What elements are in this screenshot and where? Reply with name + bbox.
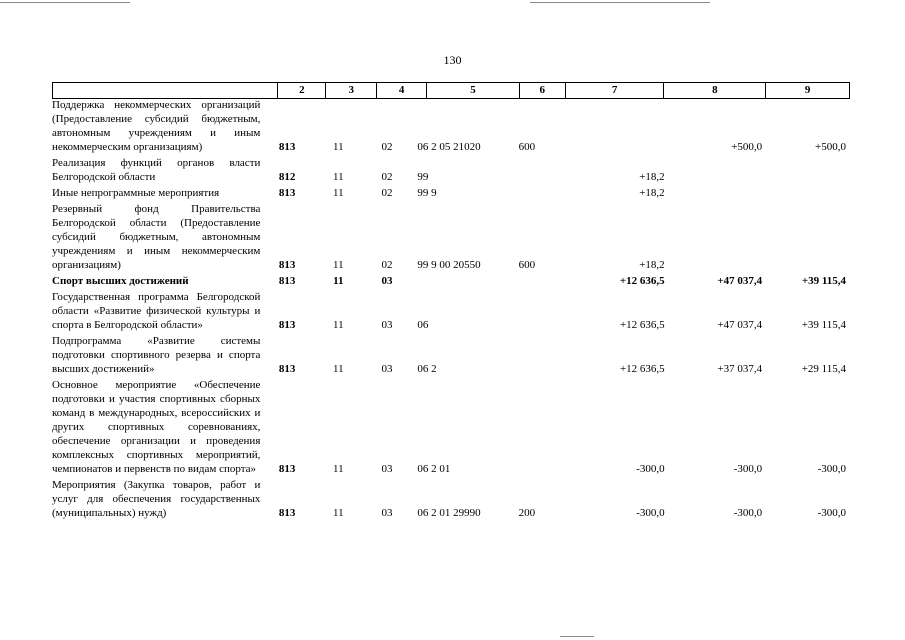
- row-value-cell-7: -300,0: [636, 507, 665, 519]
- row-value-cell-3: 11: [333, 259, 344, 271]
- row-value-cell-6: 200: [518, 507, 536, 519]
- header-cell-5: 5: [426, 83, 519, 98]
- row-value-cell-8: +37 037,4: [717, 363, 763, 375]
- row-value-cell-9: -300,0: [817, 463, 846, 475]
- row-value-cell-7: -300,0: [636, 463, 665, 475]
- page-number: 130: [443, 53, 462, 67]
- row-value-cell-8: -300,0: [733, 463, 763, 475]
- row-value-cell-7: +18,2: [639, 259, 665, 271]
- row-value-cell-5: 99 9 00 20550: [417, 259, 481, 271]
- row-name-cell: Поддержка некоммерческих организаций (Предоставление субсидий бюджетным, автономным учреждениям и иным некоммерческим организациям): [52, 99, 261, 153]
- table-row: [52, 378, 850, 476]
- row-value-cell-3: 11: [333, 319, 344, 331]
- row-value-cell-3: 11: [333, 363, 344, 375]
- row-value-cell-5: 06 2 01: [417, 463, 451, 475]
- row-name-cell: Реализация функций органов власти Белгородской области: [52, 157, 261, 183]
- table-row: [52, 334, 850, 376]
- row-value-cell-6: 600: [518, 141, 536, 153]
- row-value-cell-9: +29 115,4: [801, 363, 846, 375]
- header-cell-8: 8: [663, 83, 765, 98]
- row-value-cell-7: +18,2: [639, 187, 665, 199]
- row-value-cell-3: 11: [333, 275, 344, 287]
- row-value-cell-4: 02: [381, 187, 393, 199]
- row-name-cell: Иные непрограммные мероприятия: [52, 187, 220, 199]
- row-value-cell-9: -300,0: [817, 507, 846, 519]
- row-value-cell-2: 813: [278, 275, 296, 287]
- scan-artifact-line: [0, 2, 130, 3]
- table-row: [52, 202, 850, 272]
- row-value-cell-4: 02: [381, 171, 393, 183]
- row-value-cell-9: +39 115,4: [801, 275, 846, 287]
- header-cell-9: 9: [765, 83, 849, 98]
- row-value-cell-8: +47 037,4: [717, 275, 763, 287]
- table-body: [52, 98, 850, 522]
- row-value-cell-7: +12 636,5: [619, 319, 665, 331]
- row-name-cell: Подпрограмма «Развитие системы подготовки спортивного резерва и спорта высших достижений»: [52, 335, 261, 375]
- row-value-cell-5: 99 9: [417, 187, 437, 199]
- row-value-cell-5: 06 2 01 29990: [417, 507, 481, 519]
- row-name-cell: Основное мероприятие «Обеспечение подготовки и участия спортивных сборных команд в международных, всероссийских и других спортивных соревнованиях, обеспечение организации и проведения комплексных спортивных мероприятий, чемпионатов и первенств по видам спорта»: [52, 379, 261, 475]
- header-cell-1: [53, 83, 277, 98]
- header-cell-4: 4: [376, 83, 426, 98]
- row-value-cell-9: +39 115,4: [801, 319, 846, 331]
- row-value-cell-4: 02: [381, 141, 393, 153]
- row-value-cell-2: 813: [278, 319, 296, 331]
- row-value-cell-2: 813: [278, 507, 296, 519]
- row-value-cell-7: +18,2: [639, 171, 665, 183]
- row-value-cell-2: 813: [278, 463, 296, 475]
- row-value-cell-4: 02: [381, 259, 393, 271]
- row-value-cell-3: 11: [333, 171, 344, 183]
- row-value-cell-3: 11: [333, 463, 344, 475]
- row-name-cell: Резервный фонд Правительства Белгородской области (Предоставление субсидий бюджетным, автономным учреждениям и иным некоммерческим организациям): [52, 203, 261, 271]
- row-value-cell-4: 03: [381, 363, 393, 375]
- row-value-cell-5: 06: [417, 319, 429, 331]
- row-value-cell-7: +12 636,5: [619, 275, 665, 287]
- row-value-cell-6: 600: [518, 259, 536, 271]
- row-value-cell-5: 06 2 05 21020: [417, 141, 481, 153]
- row-value-cell-4: 03: [381, 275, 393, 287]
- row-value-cell-2: 812: [278, 171, 296, 183]
- row-value-cell-2: 813: [278, 259, 296, 271]
- row-name-cell: Государственная программа Белгородской области «Развитие физической культуры и спорта в Белгородской области»: [52, 291, 261, 331]
- table-row: [52, 186, 850, 200]
- table-row: [52, 98, 850, 154]
- row-value-cell-8: +500,0: [731, 141, 763, 153]
- table-row: [52, 290, 850, 332]
- row-value-cell-3: 11: [333, 187, 344, 199]
- row-value-cell-8: +47 037,4: [717, 319, 763, 331]
- row-value-cell-7: +12 636,5: [619, 363, 665, 375]
- row-name-cell: Спорт высших достижений: [52, 275, 189, 287]
- header-cell-6: 6: [519, 83, 565, 98]
- table-row: [52, 274, 850, 288]
- row-value-cell-5: 99: [417, 171, 429, 183]
- row-value-cell-4: 03: [381, 507, 393, 519]
- row-value-cell-2: 813: [278, 141, 296, 153]
- table-row: [52, 156, 850, 184]
- row-value-cell-3: 11: [333, 141, 344, 153]
- row-name-cell: Мероприятия (Закупка товаров, работ и услуг для обеспечения государственных (муниципальных) нужд): [52, 479, 261, 519]
- header-cell-7: 7: [565, 83, 664, 98]
- row-value-cell-4: 03: [381, 463, 393, 475]
- row-value-cell-5: 06 2: [417, 363, 437, 375]
- scan-artifact-line: [530, 2, 710, 3]
- row-value-cell-2: 813: [278, 187, 296, 199]
- table-header: [52, 82, 850, 99]
- row-value-cell-3: 11: [333, 507, 344, 519]
- row-value-cell-8: -300,0: [733, 507, 763, 519]
- row-value-cell-2: 813: [278, 363, 296, 375]
- table-row: [52, 478, 850, 520]
- header-cell-3: 3: [325, 83, 376, 98]
- header-cell-2: 2: [277, 83, 325, 98]
- row-value-cell-4: 03: [381, 319, 393, 331]
- row-value-cell-9: +500,0: [815, 141, 846, 153]
- scan-artifact-line: [560, 636, 594, 637]
